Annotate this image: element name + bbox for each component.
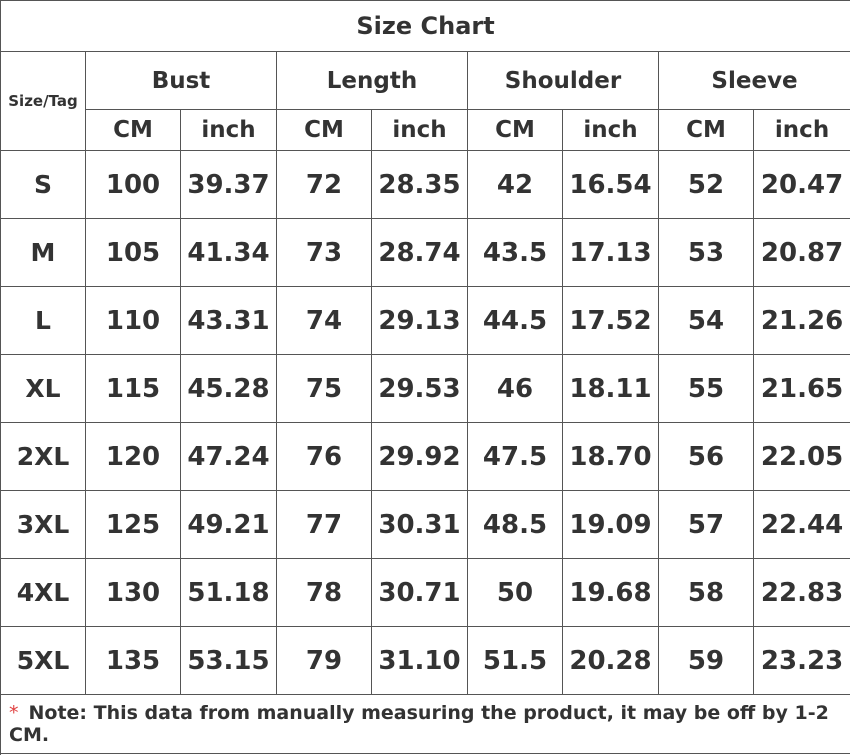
value-cell: 23.23 — [754, 627, 850, 695]
size-cell: 2XL — [1, 423, 86, 491]
sleeve-header: Sleeve — [659, 52, 850, 110]
value-cell: 55 — [659, 355, 754, 423]
value-cell: 58 — [659, 559, 754, 627]
value-cell: 73 — [277, 219, 372, 287]
value-cell: 20.28 — [563, 627, 659, 695]
table-row — [1, 423, 850, 491]
value-cell: 20.47 — [754, 151, 850, 219]
size-tag-header: Size/Tag — [1, 52, 86, 151]
size-cell: 3XL — [1, 491, 86, 559]
value-cell: 43.31 — [181, 287, 277, 355]
value-cell: 47.24 — [181, 423, 277, 491]
value-cell: 22.44 — [754, 491, 850, 559]
value-cell: 42 — [468, 151, 563, 219]
sleeve-cm-header: CM — [659, 110, 754, 151]
length-header: Length — [277, 52, 468, 110]
value-cell: 77 — [277, 491, 372, 559]
value-cell: 135 — [86, 627, 181, 695]
value-cell: 22.05 — [754, 423, 850, 491]
value-cell: 17.13 — [563, 219, 659, 287]
value-cell: 130 — [86, 559, 181, 627]
length-cm-header: CM — [277, 110, 372, 151]
value-cell: 110 — [86, 287, 181, 355]
bust-inch-header: inch — [181, 110, 277, 151]
value-cell: 100 — [86, 151, 181, 219]
table-row — [1, 151, 850, 219]
size-cell: L — [1, 287, 86, 355]
value-cell: 49.21 — [181, 491, 277, 559]
value-cell: 115 — [86, 355, 181, 423]
value-cell: 30.71 — [372, 559, 468, 627]
value-cell: 19.68 — [563, 559, 659, 627]
table-row — [1, 219, 850, 287]
value-cell: 29.53 — [372, 355, 468, 423]
value-cell: 19.09 — [563, 491, 659, 559]
value-cell: 54 — [659, 287, 754, 355]
value-cell: 20.87 — [754, 219, 850, 287]
size-cell: 4XL — [1, 559, 86, 627]
length-inch-header: inch — [372, 110, 468, 151]
table-row — [1, 559, 850, 627]
value-cell: 74 — [277, 287, 372, 355]
value-cell: 46 — [468, 355, 563, 423]
size-cell: S — [1, 151, 86, 219]
note-row — [1, 695, 850, 754]
value-cell: 18.11 — [563, 355, 659, 423]
value-cell: 29.92 — [372, 423, 468, 491]
value-cell: 125 — [86, 491, 181, 559]
value-cell: 53.15 — [181, 627, 277, 695]
value-cell: 56 — [659, 423, 754, 491]
value-cell: 28.74 — [372, 219, 468, 287]
shoulder-header: Shoulder — [468, 52, 659, 110]
value-cell: 21.65 — [754, 355, 850, 423]
value-cell: 22.83 — [754, 559, 850, 627]
table-row — [1, 491, 850, 559]
value-cell: 45.28 — [181, 355, 277, 423]
note-text: Note: This data from manually measuring the product, it may be off by 1-2 CM. — [9, 702, 829, 746]
value-cell: 75 — [277, 355, 372, 423]
note-marker: * — [9, 702, 19, 724]
chart-title: Size Chart — [1, 1, 850, 52]
value-cell: 21.26 — [754, 287, 850, 355]
size-cell: XL — [1, 355, 86, 423]
size-cell: 5XL — [1, 627, 86, 695]
value-cell: 29.13 — [372, 287, 468, 355]
value-cell: 17.52 — [563, 287, 659, 355]
value-cell: 72 — [277, 151, 372, 219]
value-cell: 105 — [86, 219, 181, 287]
value-cell: 50 — [468, 559, 563, 627]
sleeve-inch-header: inch — [754, 110, 850, 151]
bust-header: Bust — [86, 52, 277, 110]
value-cell: 52 — [659, 151, 754, 219]
value-cell: 31.10 — [372, 627, 468, 695]
value-cell: 39.37 — [181, 151, 277, 219]
value-cell: 120 — [86, 423, 181, 491]
value-cell: 18.70 — [563, 423, 659, 491]
size-cell: M — [1, 219, 86, 287]
value-cell: 43.5 — [468, 219, 563, 287]
value-cell: 16.54 — [563, 151, 659, 219]
shoulder-inch-header: inch — [563, 110, 659, 151]
value-cell: 41.34 — [181, 219, 277, 287]
table-row — [1, 355, 850, 423]
value-cell: 51.18 — [181, 559, 277, 627]
table-row — [1, 627, 850, 695]
shoulder-cm-header: CM — [468, 110, 563, 151]
value-cell: 28.35 — [372, 151, 468, 219]
value-cell: 59 — [659, 627, 754, 695]
value-cell: 79 — [277, 627, 372, 695]
value-cell: 51.5 — [468, 627, 563, 695]
value-cell: 47.5 — [468, 423, 563, 491]
value-cell: 48.5 — [468, 491, 563, 559]
value-cell: 44.5 — [468, 287, 563, 355]
value-cell: 30.31 — [372, 491, 468, 559]
value-cell: 76 — [277, 423, 372, 491]
bust-cm-header: CM — [86, 110, 181, 151]
value-cell: 78 — [277, 559, 372, 627]
value-cell: 53 — [659, 219, 754, 287]
value-cell: 57 — [659, 491, 754, 559]
table-row — [1, 287, 850, 355]
